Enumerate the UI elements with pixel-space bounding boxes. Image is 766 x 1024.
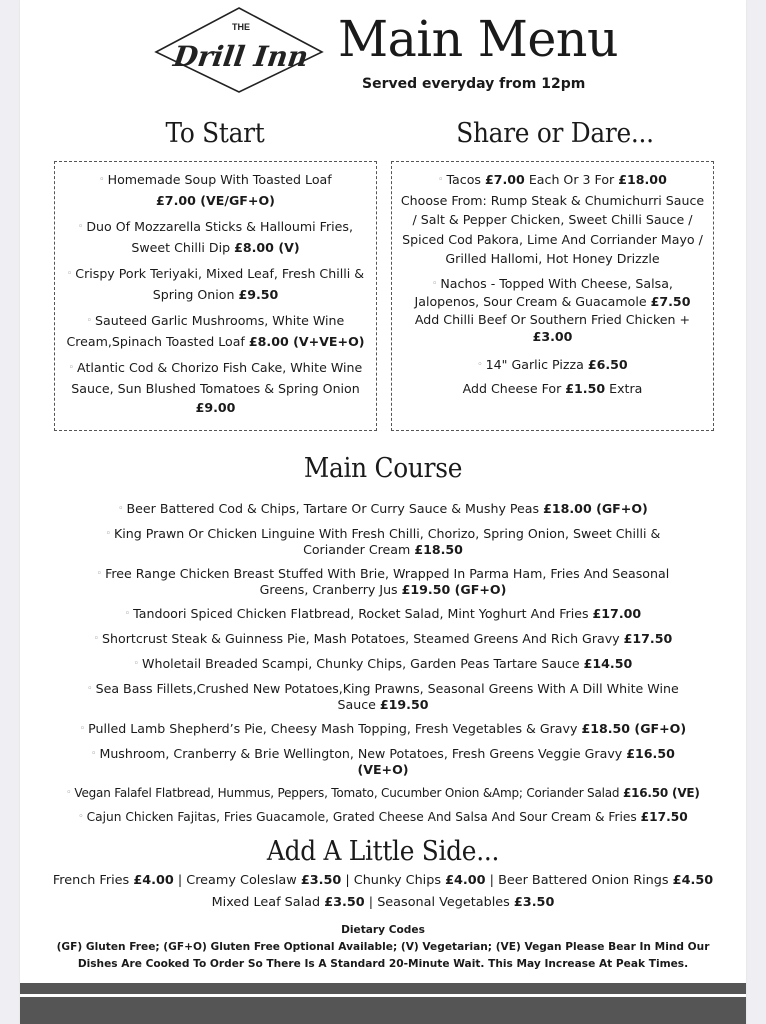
price: £8.00 (V+VE+O) — [248, 333, 365, 349]
main-item: ◦ King Prawn Or Chicken Linguine With Fresh Chilli, Chorizo, Spring Onion, Sweet Chilli & Coriander Cream £18.50 — [105, 526, 661, 557]
main-item: ◦ Vegan Falafel Flatbread, Hummus, Peppers, Tomato, Cucumber Onion &Amp; Coriander Salad £16.50 (VE) — [66, 786, 700, 800]
price: £9.00 — [195, 400, 236, 415]
footer-bar-thin — [20, 983, 746, 994]
sides-heading: Add A Little Side... — [266, 836, 500, 867]
bullet-icon: ◦ — [87, 684, 93, 694]
separator: | — [177, 873, 183, 888]
price: £3.00 — [532, 329, 573, 344]
dietary-line: Dishes Are Cooked To Order So There Is A Standard 20-Minute Wait. This May Increase At Peak Times. — [77, 958, 689, 970]
tacos-options: Choose From: Rump Steak & Chumichurri Sauce / Salt & Pepper Chicken, Sweet Chilli Sauce / Spiced Cod Pakora, Lime And Corriander Mayo / Grilled Hallomi, Hot Honey Drizzle — [400, 192, 705, 266]
sides-list — [20, 870, 746, 914]
price: £6.50 — [587, 356, 628, 372]
sides-row: French Fries £4.00 | Creamy Coleslaw £3.50 | Chunky Chips £4.00 | Beer Battered Onion Rings £4.50 — [52, 873, 714, 888]
main-item: ◦ Shortcrust Steak & Guinness Pie, Mash Potatoes, Steamed Greens And Rich Gravy £17.50 — [93, 631, 673, 646]
starter-item: ◦ Duo Of Mozzarella Sticks & Halloumi Fries, Sweet Chilli Dip £8.00 (V) — [78, 219, 353, 255]
price: £9.50 — [238, 286, 279, 302]
main-item: ◦ Mushroom, Cranberry & Brie Wellington, New Potatoes, Fresh Greens Veggie Gravy £16.50 (VE+O) — [91, 746, 675, 777]
main-item: ◦ Tandoori Spiced Chicken Flatbread, Rocket Salad, Mint Yoghurt And Fries £17.00 — [124, 606, 642, 621]
bullet-icon: ◦ — [79, 724, 86, 734]
bullet-icon: ◦ — [118, 504, 124, 514]
dietary-line: (GF) Gluten Free; (GF+O) Gluten Free Optional Available; (V) Vegetarian; (VE) Vegan Please Bear In Mind Our — [56, 941, 710, 953]
bullet-icon: ◦ — [78, 222, 84, 232]
separator: | — [489, 873, 494, 888]
price: £19.50 (GF+O) — [401, 582, 507, 597]
bullet-icon: ◦ — [99, 175, 105, 185]
main-item: ◦ Beer Battered Cod & Chips, Tartare Or Curry Sauce & Mushy Peas £18.00 (GF+O) — [118, 501, 648, 516]
price: £14.50 — [583, 656, 633, 671]
bullet-icon: ◦ — [432, 278, 438, 289]
page-title: Main Menu — [338, 10, 619, 68]
price: £18.50 — [414, 542, 463, 557]
price: £17.50 — [640, 810, 688, 824]
share-or-dare-box — [391, 161, 714, 431]
price: £19.50 — [379, 697, 429, 712]
price: £18.00 (GF+O) — [543, 501, 648, 516]
price: £7.00 (VE/GF+O) — [156, 192, 275, 208]
bullet-icon: ◦ — [86, 316, 93, 326]
drill-inn-logo — [154, 6, 324, 94]
bullet-icon: ◦ — [68, 363, 75, 373]
menu-page — [20, 0, 746, 1024]
bullet-icon: ◦ — [96, 569, 103, 579]
bullet-icon: ◦ — [438, 175, 444, 185]
sides-row: Mixed Leaf Salad £3.50 | Seasonal Vegetables £3.50 — [211, 895, 555, 910]
bullet-icon: ◦ — [93, 634, 100, 644]
diamond-logo-icon — [154, 6, 324, 94]
svg-text:THE: THE — [232, 22, 250, 32]
price: £18.50 (GF+O) — [581, 721, 687, 736]
starter-item: ◦ Homemade Soup With Toasted Loaf £7.00 (VE/GF+O) — [99, 172, 332, 208]
main-course-list — [20, 501, 746, 834]
to-start-box — [54, 161, 377, 431]
main-item: ◦ Pulled Lamb Shepherd’s Pie, Cheesy Mash Topping, Fresh Vegetables & Gravy £18.50 (GF+O) — [79, 721, 687, 736]
price: £18.00 — [618, 172, 667, 187]
bullet-icon: ◦ — [477, 359, 483, 370]
bullet-icon: ◦ — [133, 659, 140, 669]
price: £7.50 — [650, 294, 691, 309]
price: £8.00 (V) — [234, 239, 300, 255]
bullet-icon: ◦ — [78, 812, 84, 822]
price: £1.50 — [565, 380, 606, 396]
price: £16.50 (VE+O) — [357, 746, 675, 777]
main-item: ◦ Sea Bass Fillets,Crushed New Potatoes,King Prawns, Seasonal Greens With A Dill White Wine Sauce £19.50 — [87, 681, 679, 712]
bullet-icon: ◦ — [124, 609, 131, 619]
bullet-icon: ◦ — [105, 529, 111, 539]
page-subtitle: Served everyday from 12pm — [362, 76, 586, 92]
starter-item: ◦ Atlantic Cod & Chorizo Fish Cake, White Wine Sauce, Sun Blushed Tomatoes & Spring Onion £9.00 — [68, 360, 363, 415]
main-item: ◦ Free Range Chicken Breast Stuffed With Brie, Wrapped In Parma Ham, Fries And Seasonal Greens, Cranberry Jus £19.50 (GF+O) — [96, 566, 670, 597]
svg-text:Drill Inn: Drill Inn — [171, 40, 311, 73]
footer-bar-thick — [20, 997, 746, 1024]
price: £16.50 (VE) — [622, 786, 700, 800]
main-item: ◦ Cajun Chicken Fajitas, Fries Guacamole, Grated Cheese And Salsa And Sour Cream & Fries £17.50 — [78, 810, 688, 824]
price: £7.00 — [484, 172, 525, 187]
starter-item: ◦ Crispy Pork Teriyaki, Mixed Leaf, Fresh Chilli & Spring Onion £9.50 — [66, 266, 365, 302]
main-item: ◦ Wholetail Breaded Scampi, Chunky Chips, Garden Peas Tartare Sauce £14.50 — [133, 656, 633, 671]
dietary-heading: Dietary Codes — [341, 924, 425, 936]
starter-item: ◦ Sauteed Garlic Mushrooms, White Wine Cream,Spinach Toasted Loaf £8.00 (V+VE+O) — [66, 313, 365, 349]
bullet-icon: ◦ — [66, 269, 73, 279]
dietary-codes — [20, 922, 746, 973]
main-course-heading: Main Course — [303, 453, 463, 484]
tacos-item: ◦ Tacos £7.00 Each Or 3 For £18.00 Choose From: Rump Steak & Chumichurri Sauce / Salt & Pepper Chicken, Sweet Chilli Sauce / Spiced Cod Pakora, Lime And Corriander Mayo / Grilled Hallomi, Hot Honey Drizzle — [400, 172, 705, 266]
bullet-icon: ◦ — [66, 788, 72, 798]
price: £17.50 — [623, 631, 673, 646]
to-start-heading: To Start — [165, 118, 265, 149]
separator: | — [345, 873, 350, 888]
separator: | — [368, 895, 374, 910]
bullet-icon: ◦ — [91, 749, 97, 759]
price: £17.00 — [592, 606, 642, 621]
pizza-item: ◦ 14" Garlic Pizza £6.50 Add Cheese For £1.50 Extra — [462, 356, 643, 396]
share-or-dare-heading: Share or Dare... — [456, 118, 654, 149]
nachos-item: ◦ Nachos - Topped With Cheese, Salsa, Jalopenos, Sour Cream & Guacamole £7.50 Add Chilli Beef Or Southern Fried Chicken + £3.00 — [414, 275, 691, 344]
